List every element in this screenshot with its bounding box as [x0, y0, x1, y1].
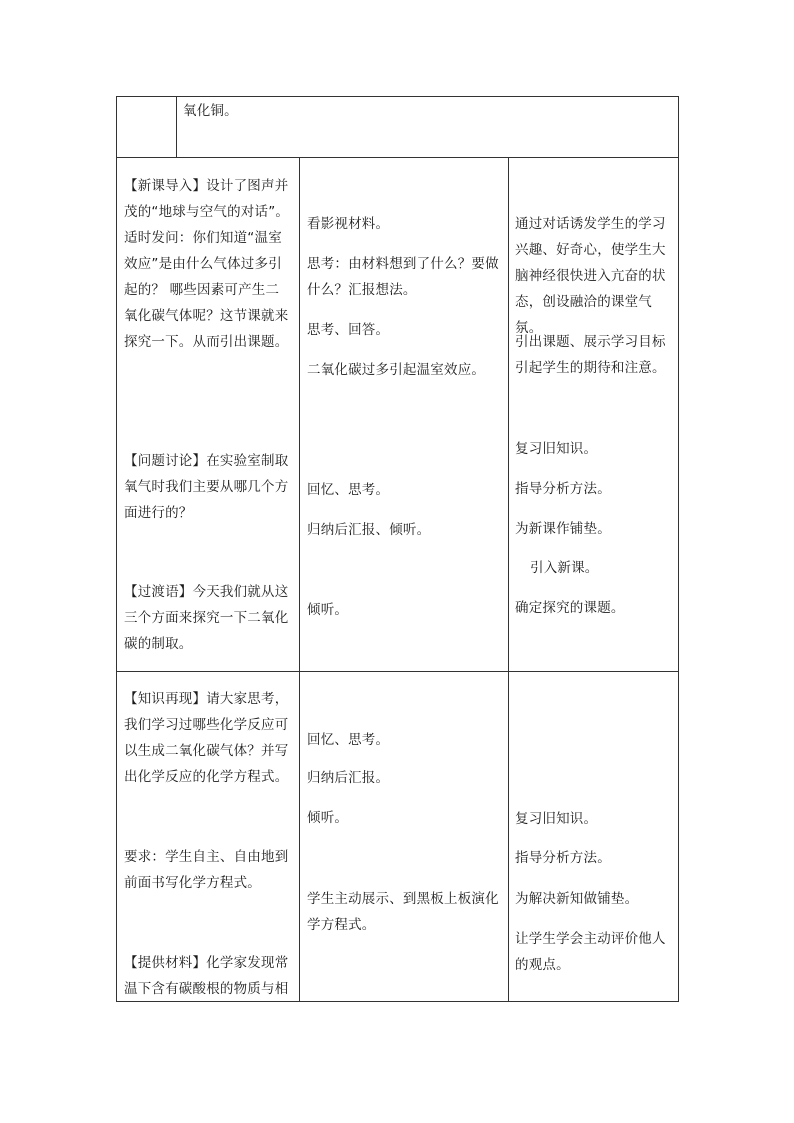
s1-col2-p7	[307, 597, 503, 623]
student-activity-text: 思考、回答。	[307, 322, 390, 338]
s1-col1-transition	[124, 579, 292, 657]
s2-col2-p1	[307, 727, 503, 753]
knowledge-review-text: 【知识再现】请大家思考，我们学习过哪些化学反应可以生成二氧化碳气体？并写出化学反应的化学方程式。	[124, 691, 289, 785]
student-activity-text: 回忆、思考。	[307, 482, 390, 498]
s2-col3-p3	[515, 886, 675, 912]
student-activity-text: 倾听。	[307, 810, 349, 826]
s1-col2-p5	[307, 477, 503, 503]
s1-col3-p4	[515, 476, 675, 502]
design-intent-text: 确定探究的课题。	[515, 600, 625, 616]
s1-col2-p6	[307, 517, 503, 543]
s2-col3-p4	[515, 926, 675, 978]
provided-material-text: 【提供材料】化学家发现常温下含有碳酸根的物质与相	[124, 955, 289, 997]
design-intent-text: 复习旧知识。	[515, 441, 598, 457]
student-activity-text: 学生主动展示、到黑板上板演化学方程式。	[307, 891, 499, 933]
s1-col3-p6	[530, 555, 675, 581]
top-row-paragraph: 氧化铜。	[183, 103, 238, 119]
student-activity-text: 二氧化碳过多引起温室效应。	[307, 362, 486, 378]
student-activity-text: 思考：由材料想到了什么？要做什么？汇报想法。	[307, 256, 499, 298]
column-divider-1	[299, 157, 300, 1002]
design-intent-text: 引入新课。	[530, 560, 599, 576]
s2-col3-p2	[515, 845, 675, 871]
s1-col1-discussion	[124, 448, 292, 526]
s2-col3-p1	[515, 806, 675, 832]
s2-col2-p2	[307, 765, 503, 791]
requirement-text: 要求：学生自主、自由地到前面书写化学方程式。	[124, 849, 289, 891]
table-border-left	[116, 96, 117, 1002]
new-lesson-intro-text: 【新课导入】设计了图声并茂的“地球与空气的对话”。适时发问：你们知道“温室效应”是由什么气体过多引起的？ 哪些因素可产生二氧化碳气体呢？这节课就来探究一下。从而引出课题。	[124, 178, 290, 350]
s1-col3-p5	[515, 516, 675, 542]
top-row-divider	[176, 96, 177, 157]
column-divider-2	[508, 157, 509, 1002]
design-intent-text: 指导分析方法。	[515, 481, 611, 497]
s1-col3-p2	[515, 329, 675, 381]
problem-discussion-text: 【问题讨论】在实验室制取氧气时我们主要从哪几个方面进行的？	[124, 453, 289, 521]
s2-col2-p4	[307, 886, 503, 938]
student-activity-text: 看影视材料。	[307, 216, 390, 232]
design-intent-text: 指导分析方法。	[515, 850, 611, 866]
s2-col1-requirement	[124, 844, 292, 896]
design-intent-text: 复习旧知识。	[515, 811, 598, 827]
s2-col2-p3	[307, 805, 503, 831]
s1-col3-p3	[515, 436, 675, 462]
s1-col2-p1	[307, 211, 503, 237]
s1-col3-p7	[515, 595, 675, 621]
s1-col2-p4	[307, 357, 503, 383]
s2-col1-knowledge	[124, 686, 292, 790]
s1-col2-p3	[307, 317, 503, 343]
student-activity-text: 归纳后汇报。	[307, 770, 390, 786]
top-row-text	[183, 98, 663, 124]
s1-col2-p2	[307, 251, 503, 303]
design-intent-text: 为新课作铺垫。	[515, 521, 611, 537]
student-activity-text: 归纳后汇报、倾听。	[307, 522, 431, 538]
s1-col3-p1	[515, 211, 675, 341]
s1-col1-intro	[124, 173, 292, 355]
table-border-top	[116, 96, 679, 97]
row-divider-2	[116, 671, 679, 672]
design-intent-text: 通过对话诱发学生的学习兴趣、好奇心，使学生大脑神经很快进入亢奋的状态，创设融洽的课堂气氛。	[515, 216, 666, 336]
student-activity-text: 回忆、思考。	[307, 732, 390, 748]
table-border-right	[678, 96, 679, 1002]
design-intent-text: 为解决新知做铺垫。	[515, 891, 639, 907]
s2-col1-material	[124, 950, 292, 1002]
row-divider-1	[116, 157, 679, 158]
design-intent-text: 引出课题、展示学习目标引起学生的期待和注意。	[515, 334, 666, 376]
design-intent-text: 让学生学会主动评价他人的观点。	[515, 931, 666, 973]
student-activity-text: 倾听。	[307, 602, 349, 618]
transition-text: 【过渡语】今天我们就从这三个方面来探究一下二氧化碳的制取。	[124, 584, 289, 652]
